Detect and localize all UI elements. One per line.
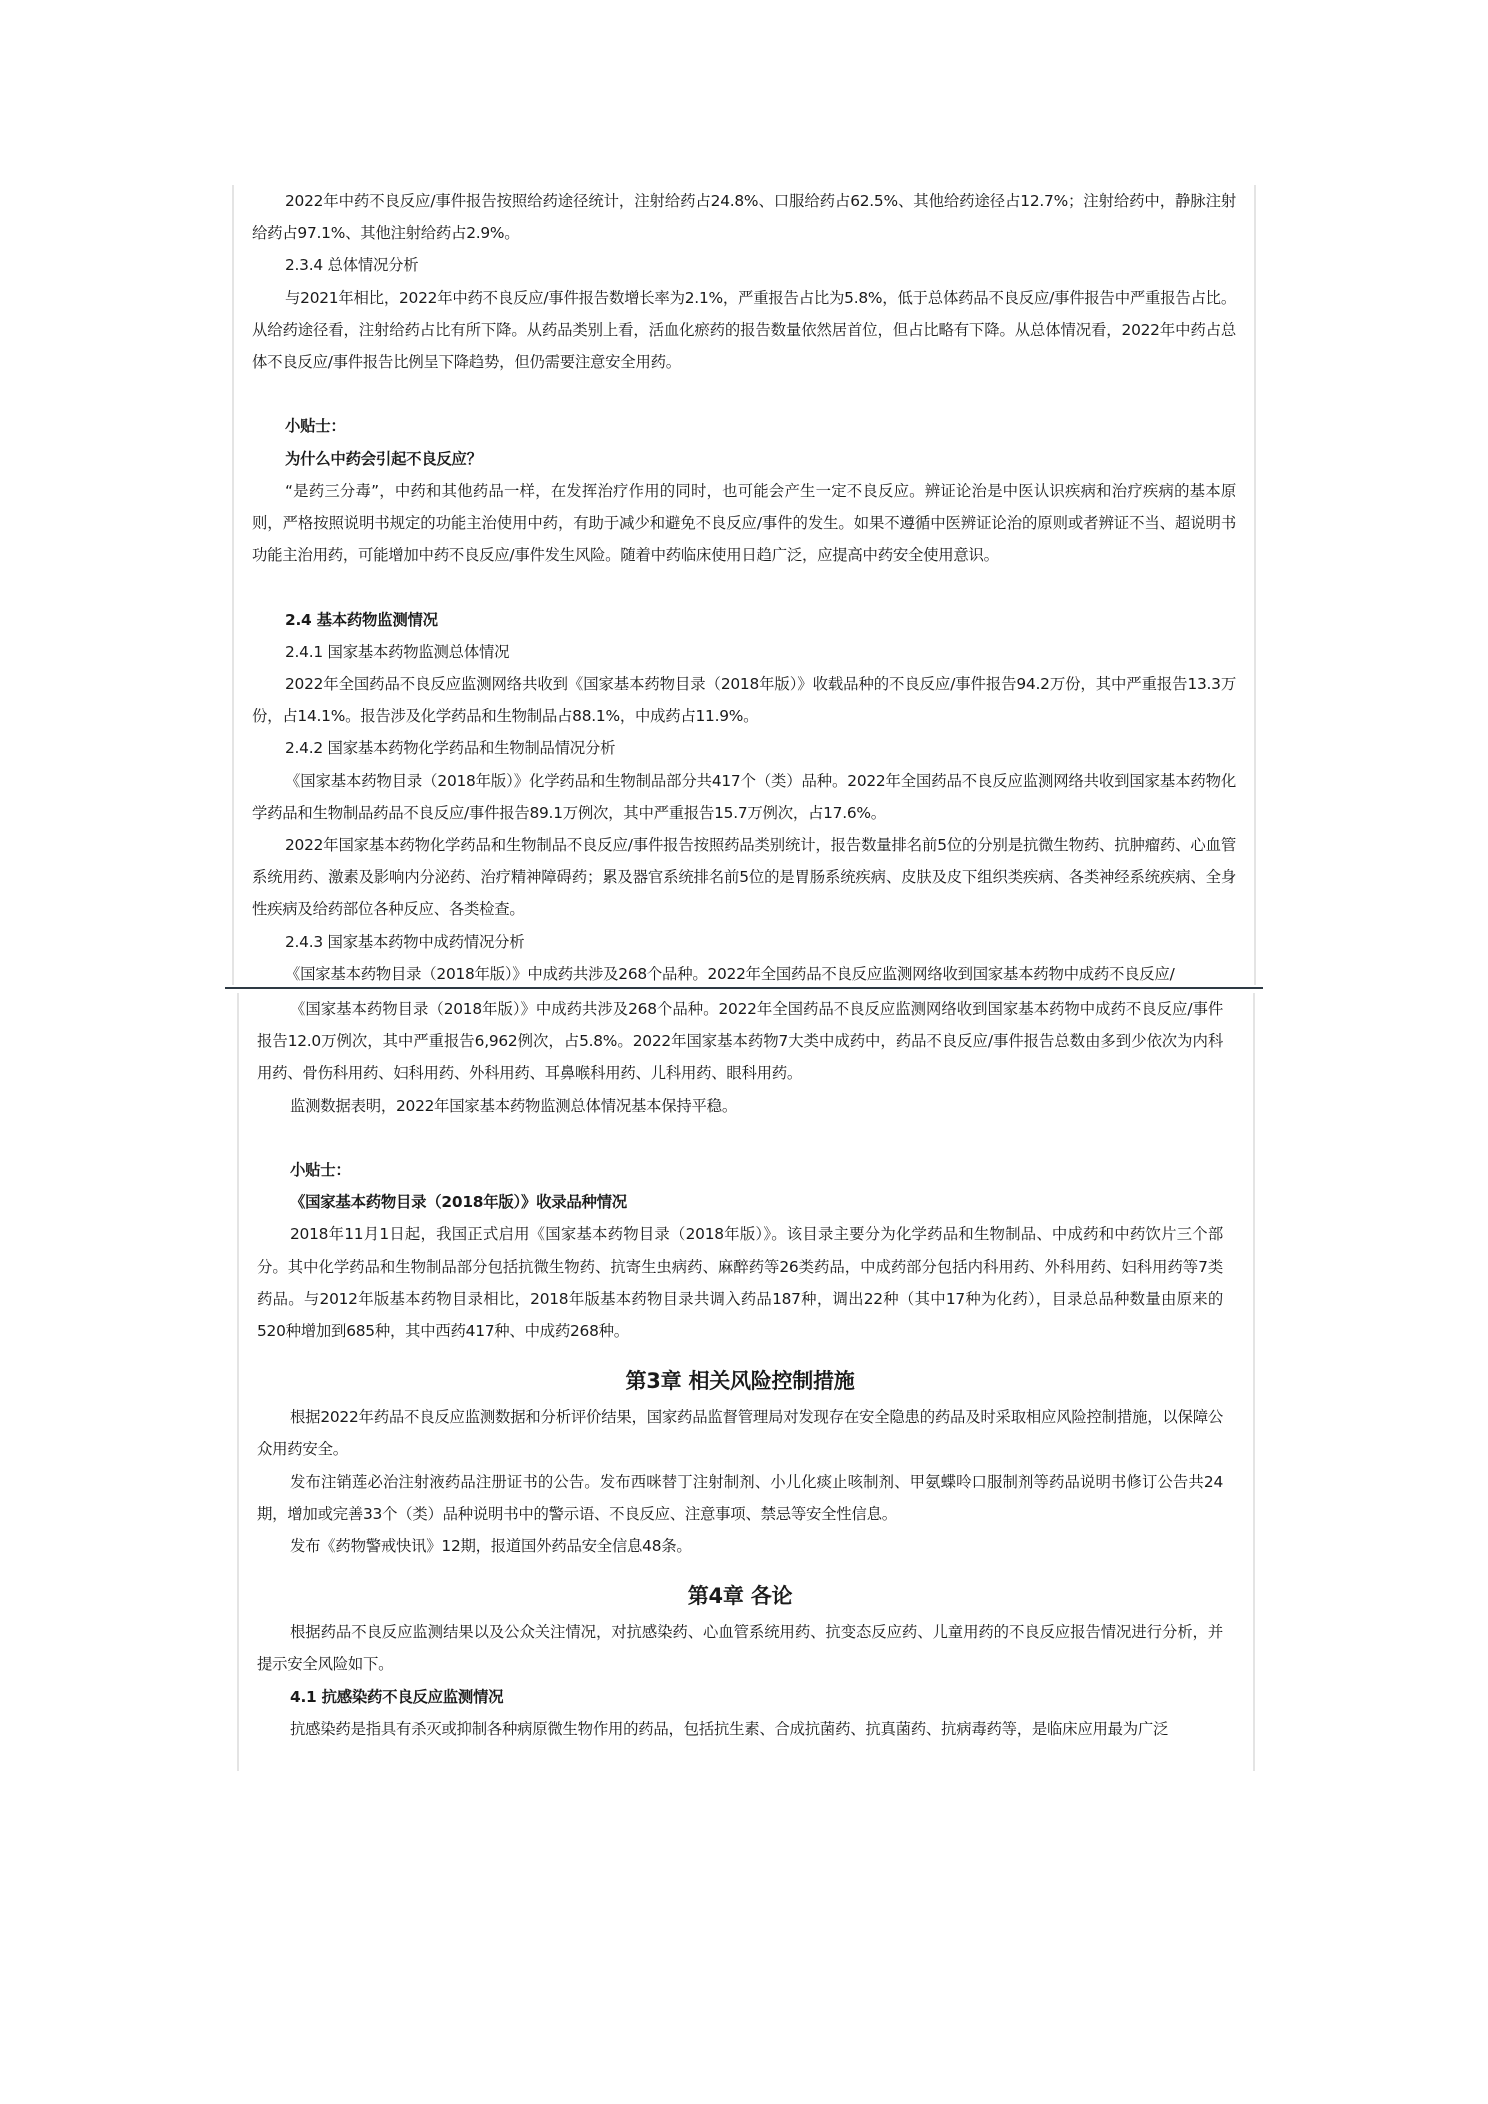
paragraph-risk-control-intro: 根据2022年药品不良反应监测数据和分析评价结果，国家药品监督管理局对发现存在安全隐患的药品及时采取相应风险控制措施，以保障公众用药安全。	[257, 1408, 1223, 1459]
paragraph-essential-overall: 2022年全国药品不良反应监测网络共收到《国家基本药物目录（2018年版）》收载品种的不良反应/事件报告94.2万份，其中严重报告13.3万份，占14.1%。报告涉及化学药品和生物制品占88.1%，中成药占11.9%。	[252, 675, 1236, 726]
tip-label: 小贴士：	[290, 1161, 351, 1179]
section-heading-2-4-1: 2.4.1 国家基本药物监测总体情况	[285, 642, 510, 661]
paragraph-overall-analysis: 与2021年相比，2022年中药不良反应/事件报告数增长率为2.1%，严重报告占比为5.8%，低于总体药品不良反应/事件报告中严重报告占比。从给药途径看，注射给药占比有所下降。从药品类别上看，活血化瘀药的报告数量依然居首位，但占比略有下降。从总体情况看，2022年中药占总体不良反应/事件报告比例呈下降趋势，但仍需要注意安全用药。	[252, 288, 1236, 372]
paragraph-drug-categories: 2022年国家基本药物化学药品和生物制品不良反应/事件报告按照药品类别统计，报告数量排名前5位的分别是抗微生物药、抗肿瘤药、心血管系统用药、激素及影响内分泌药、治疗精神障碍药；累及器官系统排名前5位的是胃肠系统疾病、皮肤及皮下组织类疾病、各类神经系统疾病、全身性疾病及给药部位各种反应、各类检查。	[252, 836, 1236, 919]
paragraph-tcm-analysis: 《国家基本药物目录（2018年版）》中成药共涉及268个品种。2022年全国药品不良反应监测网络收到国家基本药物中成药不良反应/事件报告12.0万例次，其中严重报告6,962例次，占5.8%。2022年国家基本药物7大类中成药中，药品不良反应/事件报告总数由多到少依次为内科用药、骨伤科用药、妇科用药、外科用药、耳鼻喉科用药、儿科用药、眼科用药。	[257, 1000, 1223, 1083]
paragraph-anti-infective-truncated: 抗感染药是指具有杀灭或抑制各种病原微生物作用的药品，包括抗生素、合成抗菌药、抗真菌药、抗病毒药等，是临床应用最为广泛	[290, 1719, 1169, 1738]
section-heading-2-4-3: 2.4.3 国家基本药物中成药情况分析	[285, 932, 525, 951]
spacer	[252, 571, 1236, 603]
document-page-lower	[237, 993, 1255, 1771]
section-heading-2-4-2: 2.4.2 国家基本药物化学药品和生物制品情况分析	[285, 739, 616, 758]
tip-label: 小贴士：	[285, 417, 346, 436]
paragraph-chapter-4-intro: 根据药品不良反应监测结果以及公众关注情况，对抗感染药、心血管系统用药、抗变态反应药、儿童用药的不良反应报告情况进行分析，并提示安全风险如下。	[257, 1623, 1223, 1674]
document-page-upper	[232, 185, 1256, 985]
tip-title: 《国家基本药物目录（2018年版）》收录品种情况	[290, 1193, 627, 1212]
paragraph-route-stats: 2022年中药不良反应/事件报告按照给药途径统计，注射给药占24.8%、口服给药占62.5%、其他给药途径占12.7%；注射给药中，静脉注射给药占97.1%、其他注射给药占2.9%。	[252, 192, 1236, 243]
paragraph-monitoring-conclusion: 监测数据表明，2022年国家基本药物监测总体情况基本保持平稳。	[290, 1096, 737, 1115]
section-heading-2-3-4: 2.3.4 总体情况分析	[285, 256, 419, 275]
tip-title: 为什么中药会引起不良反应？	[285, 449, 482, 468]
chapter-3-heading: 第3章 相关风险控制措施	[625, 1369, 855, 1394]
tip-paragraph: 2018年11月1日起，我国正式启用《国家基本药物目录（2018年版）》。该目录主要分为化学药品和生物制品、中成药和中药饮片三个部分。其中化学药品和生物制品部分包括抗微生物药、抗寄生虫病药、麻醉药等26类药品，中成药部分包括内科用药、外科用药、妇科用药等7类药品。与2012年版基本药物目录相比，2018年版基本药物目录共调入药品187种，调出22种（其中17种为化药），目录总品种数量由原来的520种增加到685种，其中西药417种、中成药268种。	[257, 1225, 1223, 1341]
page-content	[252, 185, 1236, 985]
paragraph-risk-measures: 发布注销莲必治注射液药品注册证书的公告。发布西咪替丁注射制剂、小儿化痰止咳制剂、甲氨蝶呤口服制剂等药品说明书修订公告共24期，增加或完善33个（类）品种说明书中的警示语、不良反应、注意事项、禁忌等安全性信息。	[257, 1472, 1223, 1523]
section-heading-2-4: 2.4 基本药物监测情况	[285, 610, 438, 629]
page-break-divider	[225, 987, 1263, 989]
section-heading-4-1: 4.1 抗感染药不良反应监测情况	[290, 1687, 504, 1706]
paragraph-pharmacovigilance: 发布《药物警戒快讯》12期，报道国外药品安全信息48条。	[290, 1537, 692, 1556]
spacer	[252, 378, 1236, 410]
paragraph-tcm-truncated: 《国家基本药物目录（2018年版）》中成药共涉及268个品种。2022年全国药品不良反应监测网络收到国家基本药物中成药不良反应/	[285, 964, 1175, 983]
tip-paragraph: “是药三分毒”，中药和其他药品一样，在发挥治疗作用的同时，也可能会产生一定不良反应。辨证论治是中医认识疾病和治疗疾病的基本原则，严格按照说明书规定的功能主治使用中药，有助于减少和避免不良反应/事件的发生。如果不遵循中医辨证论治的原则或者辨证不当、超说明书功能主治用药，可能增加中药不良反应/事件发生风险。随着中药临床使用日趋广泛，应提高中药安全使用意识。	[252, 481, 1236, 565]
page-content	[257, 993, 1223, 1745]
spacer	[257, 1122, 1223, 1154]
paragraph-chemical-bio: 《国家基本药物目录（2018年版）》化学药品和生物制品部分共417个（类）品种。2022年全国药品不良反应监测网络共收到国家基本药物化学药品和生物制品药品不良反应/事件报告89.1万例次，其中严重报告15.7万例次，占17.6%。	[252, 771, 1236, 822]
chapter-4-heading: 第4章 各论	[687, 1584, 793, 1609]
